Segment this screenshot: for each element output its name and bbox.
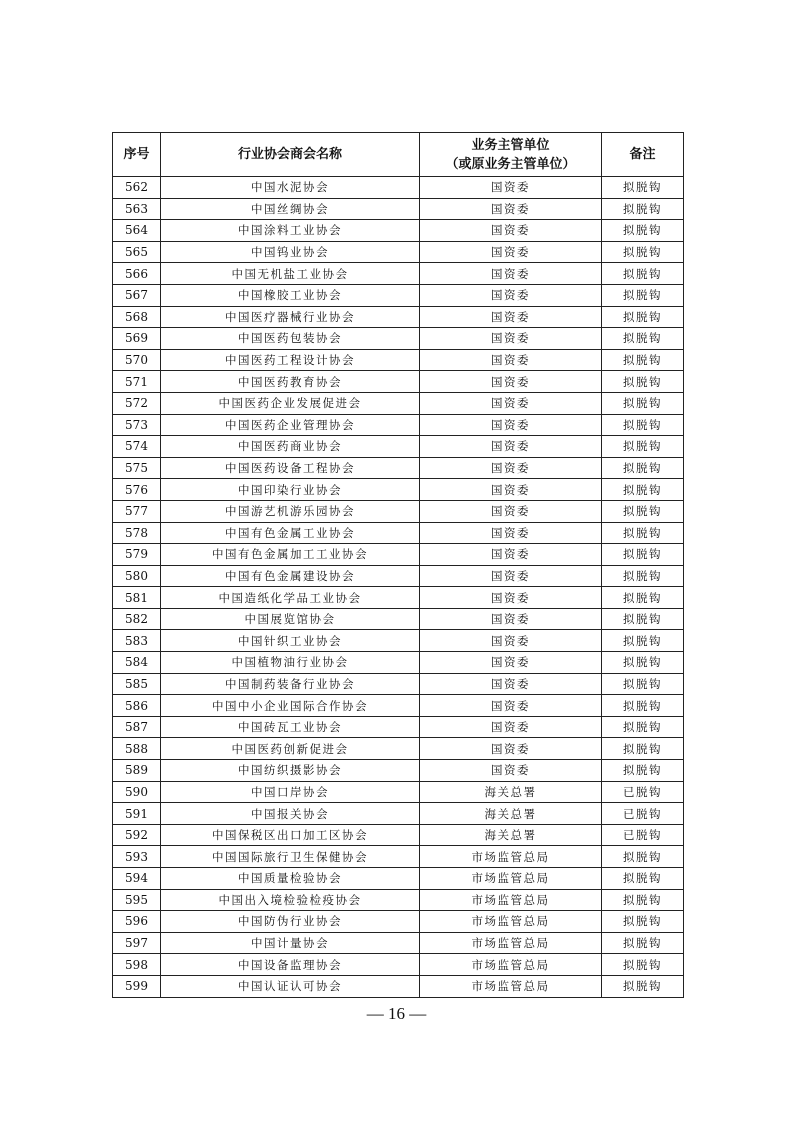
cell-association-name: 中国防伪行业协会 (161, 911, 420, 933)
cell-supervising-unit: 国资委 (420, 695, 602, 717)
header-supervising-unit (420, 133, 602, 177)
table-row (113, 436, 684, 458)
cell-remarks: 拟脱钩 (602, 544, 684, 566)
table-row (113, 846, 684, 868)
header-association-name: 行业协会商会名称 (161, 133, 420, 177)
cell-association-name: 中国医药工程设计协会 (161, 349, 420, 371)
cell-supervising-unit: 国资委 (420, 263, 602, 285)
cell-serial-number: 574 (113, 436, 161, 458)
cell-supervising-unit: 国资委 (420, 306, 602, 328)
cell-remarks: 拟脱钩 (602, 500, 684, 522)
header-supervising-unit-line2: （或原业务主管单位） (445, 156, 576, 172)
cell-serial-number: 596 (113, 911, 161, 933)
page-number: — 16 — (366, 1004, 427, 1023)
cell-supervising-unit: 市场监管总局 (420, 889, 602, 911)
cell-remarks: 已脱钩 (602, 803, 684, 825)
cell-serial-number: 594 (113, 868, 161, 890)
cell-association-name: 中国保税区出口加工区协会 (161, 824, 420, 846)
table-row (113, 328, 684, 350)
cell-supervising-unit: 市场监管总局 (420, 954, 602, 976)
cell-supervising-unit: 国资委 (420, 673, 602, 695)
cell-remarks: 拟脱钩 (602, 673, 684, 695)
table-row (113, 889, 684, 911)
cell-association-name: 中国钨业协会 (161, 241, 420, 263)
cell-association-name: 中国游艺机游乐园协会 (161, 500, 420, 522)
cell-association-name: 中国计量协会 (161, 932, 420, 954)
cell-serial-number: 577 (113, 500, 161, 522)
cell-association-name: 中国水泥协会 (161, 177, 420, 199)
association-table (112, 132, 684, 998)
cell-association-name: 中国质量检验协会 (161, 868, 420, 890)
cell-supervising-unit: 国资委 (420, 587, 602, 609)
table-row (113, 932, 684, 954)
cell-remarks: 拟脱钩 (602, 652, 684, 674)
cell-supervising-unit: 国资委 (420, 414, 602, 436)
cell-association-name: 中国医药企业发展促进会 (161, 392, 420, 414)
cell-remarks: 拟脱钩 (602, 738, 684, 760)
table-row (113, 349, 684, 371)
cell-serial-number: 575 (113, 457, 161, 479)
cell-association-name: 中国中小企业国际合作协会 (161, 695, 420, 717)
table-row (113, 198, 684, 220)
cell-supervising-unit: 国资委 (420, 565, 602, 587)
cell-supervising-unit: 国资委 (420, 652, 602, 674)
table-row (113, 911, 684, 933)
cell-association-name: 中国丝绸协会 (161, 198, 420, 220)
cell-serial-number: 562 (113, 177, 161, 199)
cell-serial-number: 580 (113, 565, 161, 587)
cell-supervising-unit: 市场监管总局 (420, 932, 602, 954)
table-row (113, 803, 684, 825)
table-row (113, 457, 684, 479)
cell-association-name: 中国制药装备行业协会 (161, 673, 420, 695)
cell-serial-number: 564 (113, 220, 161, 242)
cell-remarks: 拟脱钩 (602, 716, 684, 738)
cell-remarks: 拟脱钩 (602, 414, 684, 436)
cell-serial-number: 566 (113, 263, 161, 285)
cell-remarks: 拟脱钩 (602, 392, 684, 414)
cell-supervising-unit: 国资委 (420, 220, 602, 242)
table-body (113, 177, 684, 998)
cell-association-name: 中国口岸协会 (161, 781, 420, 803)
cell-remarks: 拟脱钩 (602, 284, 684, 306)
cell-serial-number: 568 (113, 306, 161, 328)
cell-remarks: 拟脱钩 (602, 220, 684, 242)
cell-remarks: 拟脱钩 (602, 975, 684, 997)
cell-remarks: 拟脱钩 (602, 587, 684, 609)
cell-serial-number: 589 (113, 760, 161, 782)
cell-serial-number: 597 (113, 932, 161, 954)
cell-serial-number: 593 (113, 846, 161, 868)
cell-remarks: 拟脱钩 (602, 608, 684, 630)
cell-association-name: 中国展览馆协会 (161, 608, 420, 630)
cell-supervising-unit: 国资委 (420, 544, 602, 566)
header-remarks: 备注 (602, 133, 684, 177)
cell-remarks: 拟脱钩 (602, 263, 684, 285)
table-row (113, 241, 684, 263)
cell-supervising-unit: 市场监管总局 (420, 975, 602, 997)
cell-supervising-unit: 国资委 (420, 284, 602, 306)
cell-association-name: 中国医药企业管理协会 (161, 414, 420, 436)
table-row (113, 544, 684, 566)
table-header-row (113, 133, 684, 177)
cell-serial-number: 582 (113, 608, 161, 630)
cell-supervising-unit: 国资委 (420, 760, 602, 782)
table-row (113, 284, 684, 306)
table-row (113, 392, 684, 414)
cell-remarks: 拟脱钩 (602, 328, 684, 350)
cell-supervising-unit: 国资委 (420, 177, 602, 199)
cell-serial-number: 587 (113, 716, 161, 738)
cell-remarks: 拟脱钩 (602, 457, 684, 479)
cell-serial-number: 563 (113, 198, 161, 220)
cell-supervising-unit: 国资委 (420, 630, 602, 652)
cell-serial-number: 569 (113, 328, 161, 350)
table-row (113, 220, 684, 242)
cell-remarks: 拟脱钩 (602, 760, 684, 782)
cell-supervising-unit: 海关总署 (420, 824, 602, 846)
cell-serial-number: 586 (113, 695, 161, 717)
cell-association-name: 中国印染行业协会 (161, 479, 420, 501)
cell-remarks: 拟脱钩 (602, 932, 684, 954)
cell-remarks: 拟脱钩 (602, 349, 684, 371)
table-row (113, 177, 684, 199)
cell-remarks: 拟脱钩 (602, 630, 684, 652)
cell-supervising-unit: 海关总署 (420, 781, 602, 803)
cell-association-name: 中国有色金属工业协会 (161, 522, 420, 544)
cell-association-name: 中国医疗器械行业协会 (161, 306, 420, 328)
cell-supervising-unit: 国资委 (420, 716, 602, 738)
table-row (113, 608, 684, 630)
cell-remarks: 已脱钩 (602, 781, 684, 803)
cell-remarks: 拟脱钩 (602, 198, 684, 220)
cell-remarks: 拟脱钩 (602, 565, 684, 587)
header-supervising-unit-line1: 业务主管单位 (471, 137, 550, 153)
cell-serial-number: 571 (113, 371, 161, 393)
cell-supervising-unit: 国资委 (420, 328, 602, 350)
cell-serial-number: 598 (113, 954, 161, 976)
table-row (113, 695, 684, 717)
cell-serial-number: 576 (113, 479, 161, 501)
cell-serial-number: 572 (113, 392, 161, 414)
cell-remarks: 拟脱钩 (602, 479, 684, 501)
cell-association-name: 中国造纸化学品工业协会 (161, 587, 420, 609)
cell-serial-number: 578 (113, 522, 161, 544)
cell-serial-number: 579 (113, 544, 161, 566)
cell-serial-number: 590 (113, 781, 161, 803)
table-row (113, 371, 684, 393)
table-row (113, 738, 684, 760)
cell-remarks: 拟脱钩 (602, 911, 684, 933)
cell-supervising-unit: 国资委 (420, 738, 602, 760)
cell-supervising-unit: 国资委 (420, 608, 602, 630)
cell-serial-number: 581 (113, 587, 161, 609)
cell-supervising-unit: 国资委 (420, 500, 602, 522)
cell-association-name: 中国无机盐工业协会 (161, 263, 420, 285)
table-row (113, 824, 684, 846)
cell-association-name: 中国设备监理协会 (161, 954, 420, 976)
table-row (113, 630, 684, 652)
cell-association-name: 中国医药教育协会 (161, 371, 420, 393)
cell-remarks: 拟脱钩 (602, 371, 684, 393)
table-row (113, 479, 684, 501)
cell-supervising-unit: 国资委 (420, 479, 602, 501)
cell-supervising-unit: 国资委 (420, 457, 602, 479)
table-row (113, 565, 684, 587)
table-row (113, 760, 684, 782)
cell-association-name: 中国医药创新促进会 (161, 738, 420, 760)
cell-serial-number: 585 (113, 673, 161, 695)
cell-supervising-unit: 市场监管总局 (420, 911, 602, 933)
table-row (113, 975, 684, 997)
table-row (113, 587, 684, 609)
table-row (113, 522, 684, 544)
cell-remarks: 拟脱钩 (602, 522, 684, 544)
cell-association-name: 中国橡胶工业协会 (161, 284, 420, 306)
cell-supervising-unit: 国资委 (420, 436, 602, 458)
table-row (113, 414, 684, 436)
cell-serial-number: 570 (113, 349, 161, 371)
table-row (113, 673, 684, 695)
cell-association-name: 中国有色金属建设协会 (161, 565, 420, 587)
table-row (113, 954, 684, 976)
table-row (113, 652, 684, 674)
table-row (113, 500, 684, 522)
cell-serial-number: 595 (113, 889, 161, 911)
cell-remarks: 拟脱钩 (602, 306, 684, 328)
cell-association-name: 中国涂料工业协会 (161, 220, 420, 242)
cell-serial-number: 592 (113, 824, 161, 846)
cell-supervising-unit: 国资委 (420, 522, 602, 544)
table-row (113, 263, 684, 285)
cell-serial-number: 599 (113, 975, 161, 997)
cell-supervising-unit: 国资委 (420, 241, 602, 263)
cell-remarks: 拟脱钩 (602, 954, 684, 976)
cell-association-name: 中国医药商业协会 (161, 436, 420, 458)
cell-association-name: 中国出入境检验检疫协会 (161, 889, 420, 911)
cell-association-name: 中国纺织摄影协会 (161, 760, 420, 782)
cell-association-name: 中国植物油行业协会 (161, 652, 420, 674)
cell-serial-number: 583 (113, 630, 161, 652)
table-row (113, 868, 684, 890)
cell-remarks: 已脱钩 (602, 824, 684, 846)
cell-supervising-unit: 市场监管总局 (420, 846, 602, 868)
cell-supervising-unit: 国资委 (420, 198, 602, 220)
cell-remarks: 拟脱钩 (602, 868, 684, 890)
cell-supervising-unit: 市场监管总局 (420, 868, 602, 890)
cell-association-name: 中国医药包装协会 (161, 328, 420, 350)
cell-association-name: 中国砖瓦工业协会 (161, 716, 420, 738)
cell-remarks: 拟脱钩 (602, 177, 684, 199)
cell-association-name: 中国医药设备工程协会 (161, 457, 420, 479)
cell-serial-number: 565 (113, 241, 161, 263)
table-row (113, 716, 684, 738)
cell-association-name: 中国报关协会 (161, 803, 420, 825)
header-serial-number: 序号 (113, 133, 161, 177)
cell-supervising-unit: 国资委 (420, 371, 602, 393)
cell-serial-number: 588 (113, 738, 161, 760)
cell-supervising-unit: 海关总署 (420, 803, 602, 825)
cell-association-name: 中国国际旅行卫生保健协会 (161, 846, 420, 868)
cell-serial-number: 573 (113, 414, 161, 436)
cell-remarks: 拟脱钩 (602, 436, 684, 458)
table-row (113, 306, 684, 328)
cell-remarks: 拟脱钩 (602, 695, 684, 717)
cell-association-name: 中国有色金属加工工业协会 (161, 544, 420, 566)
cell-remarks: 拟脱钩 (602, 846, 684, 868)
cell-serial-number: 591 (113, 803, 161, 825)
cell-serial-number: 567 (113, 284, 161, 306)
cell-remarks: 拟脱钩 (602, 241, 684, 263)
cell-supervising-unit: 国资委 (420, 349, 602, 371)
cell-remarks: 拟脱钩 (602, 889, 684, 911)
cell-association-name: 中国认证认可协会 (161, 975, 420, 997)
cell-association-name: 中国针织工业协会 (161, 630, 420, 652)
table-row (113, 781, 684, 803)
cell-serial-number: 584 (113, 652, 161, 674)
cell-supervising-unit: 国资委 (420, 392, 602, 414)
